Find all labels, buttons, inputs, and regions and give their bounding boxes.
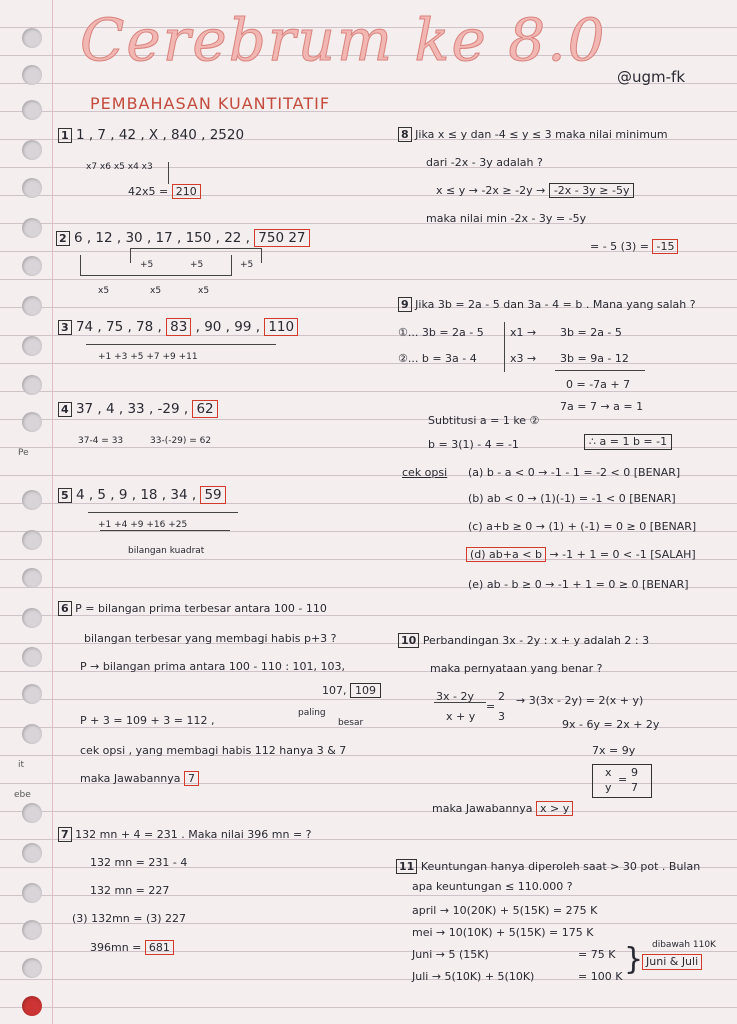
binder-hole	[22, 256, 42, 276]
work-line: 7x = 9y	[592, 744, 636, 757]
work-line: P + 3 = 109 + 3 = 112 ,	[80, 714, 215, 727]
step-labels: +1 +3 +5 +7 +9 +11	[98, 352, 198, 362]
author-handle: @ugm-fk	[617, 68, 686, 86]
fraction-bar	[434, 700, 486, 703]
option-d	[466, 548, 696, 562]
work-line: 3b = 9a - 12	[560, 352, 629, 365]
step-labels: x7 x6 x5 x4 x3	[86, 162, 153, 172]
work-line	[432, 802, 573, 816]
sequence: 6 , 12 , 30 , 17 , 150 , 22 ,	[73, 230, 250, 246]
binder-hole	[22, 803, 42, 823]
problem-9	[398, 298, 696, 312]
brace-symbol: }	[624, 942, 644, 977]
equals-sign: =	[486, 700, 496, 713]
work-line: mei → 10(10K) + 5(15K) = 175 K	[412, 926, 594, 939]
annotation: dibawah 110K	[652, 940, 716, 950]
problem-text: 132 mn + 4 = 231 . Maka nilai 396 mn = ?	[75, 828, 312, 841]
problem-5	[58, 488, 226, 503]
problem-number: 7	[58, 827, 72, 842]
problem-number: 6	[58, 601, 72, 616]
work-line: Subtitusi a = 1 ke ②	[428, 414, 540, 427]
fraction-numerator: x	[605, 766, 612, 779]
margin-note: it	[18, 760, 25, 770]
bracket	[100, 524, 230, 531]
problem-number: 8	[398, 127, 412, 142]
binder-hole	[22, 178, 42, 198]
work-line: P → bilangan prima antara 100 - 110 : 101, 103,	[80, 660, 346, 673]
option-a: (a) b - a < 0 → -1 - 1 = -2 < 0 [BENAR]	[468, 466, 681, 479]
binder-hole	[22, 336, 42, 356]
work-line: 7a = 7 → a = 1	[560, 400, 644, 413]
work-line: b = 3(1) - 4 = -1	[428, 438, 519, 451]
binder-hole	[22, 724, 42, 744]
binder-hole	[22, 684, 42, 704]
binder-hole	[22, 296, 42, 316]
highlight-box: -2x - 3y ≥ -5y	[549, 183, 635, 198]
work-line: Juli → 5(10K) + 5(10K)	[412, 970, 535, 983]
problem-3	[58, 320, 298, 335]
note: bilangan kuadrat	[128, 546, 205, 556]
work-text: maka Jawabannya	[432, 802, 533, 815]
problem-text: maka pernyataan yang benar ?	[430, 662, 603, 675]
calc-text: 37-4 = 33	[78, 436, 124, 446]
problem-number: 4	[58, 402, 72, 417]
step-label: x5	[98, 286, 110, 296]
binder-hole	[22, 608, 42, 628]
divider	[504, 322, 505, 372]
answer-box: 210	[172, 184, 201, 199]
work-line: april → 10(20K) + 5(15K) = 275 K	[412, 904, 598, 917]
step-label: x5	[198, 286, 210, 296]
work-line	[322, 684, 381, 698]
sequence: 74 , 75 , 78 ,	[75, 319, 162, 335]
problem-2	[56, 231, 310, 246]
work-line	[436, 184, 634, 198]
sequence: 4 , 5 , 9 , 18 , 34 ,	[75, 487, 197, 503]
problem-text: bilangan terbesar yang membagi habis p+3 ?	[84, 632, 337, 645]
answer-box: 59	[200, 486, 225, 504]
work-line: = 75 K	[578, 948, 616, 961]
problem-1-calc	[128, 185, 201, 199]
problem-number: 11	[396, 859, 417, 874]
fraction-denominator: y	[605, 781, 612, 794]
subtract-line	[555, 364, 645, 371]
answer-box: Juni & Juli	[642, 954, 702, 970]
problem-1	[58, 128, 244, 143]
problem-text: Keuntungan hanya diperoleh saat > 30 pot . Bulan	[420, 860, 701, 873]
step-label: +5	[140, 260, 154, 270]
equation: ①... 3b = 2a - 5	[398, 326, 484, 339]
work-text: 107,	[322, 684, 347, 697]
option-e: (e) ab - b ≥ 0 → -1 + 1 = 0 ≥ 0 [BENAR]	[468, 578, 689, 591]
page-title: Cerebrum ke 8.0	[80, 6, 607, 74]
answer-box: 62	[192, 400, 217, 418]
work-line: 0 = -7a + 7	[566, 378, 631, 391]
binder-hole	[22, 843, 42, 863]
problem-6	[58, 602, 327, 616]
problem-7	[58, 828, 312, 842]
work-line: maka nilai min -2x - 3y = -5y	[426, 212, 587, 225]
margin-note: ebe	[14, 790, 31, 800]
work-line: cek opsi , yang membagi habis 112 hanya 3 & 7	[80, 744, 347, 757]
work-line	[590, 240, 678, 254]
binder-hole	[22, 647, 42, 667]
option-text: → -1 + 1 = 0 < -1 [SALAH]	[549, 548, 696, 561]
page-subtitle: PEMBAHASAN KUANTITATIF	[90, 94, 331, 113]
work-line: 3b = 2a - 5	[560, 326, 622, 339]
fraction-denominator: 3	[498, 710, 505, 723]
binder-hole	[22, 65, 42, 85]
problem-number: 2	[56, 231, 70, 246]
answer-box: x > y	[536, 801, 573, 816]
binder-hole	[22, 140, 42, 160]
equation: ②... b = 3a - 4	[398, 352, 477, 365]
work-line: 9x - 6y = 2x + 2y	[562, 718, 660, 731]
work-text: = - 5 (3) =	[590, 240, 649, 253]
binder-hole	[22, 883, 42, 903]
binder-hole	[22, 28, 42, 48]
arrow-line	[168, 162, 169, 184]
binder-hole	[22, 920, 42, 940]
binder-hole	[22, 100, 42, 120]
answer-box: 681	[145, 940, 174, 955]
binder-hole	[22, 218, 42, 238]
result-box	[592, 764, 652, 798]
binder-hole	[22, 375, 42, 395]
step-labels: +1 +4 +9 +16 +25	[98, 520, 188, 530]
work-line: 132 mn = 231 - 4	[90, 856, 188, 869]
margin-note: Pe	[18, 448, 29, 458]
result-box: ∴ a = 1 b = -1	[584, 434, 672, 450]
answer-box: 750 27	[254, 229, 309, 247]
problem-10	[398, 634, 649, 648]
binder-hole	[22, 490, 42, 510]
step-label: +5	[190, 260, 204, 270]
problem-text: P = bilangan prima terbesar antara 100 - 110	[75, 602, 327, 615]
answer-box: (d) ab+a < b	[466, 547, 546, 562]
answer-box: 83	[166, 318, 191, 336]
work-line	[90, 941, 174, 955]
problem-text: Perbandingan 3x - 2y : x + y adalah 2 : 3	[422, 634, 650, 647]
fraction-numerator: 2	[498, 690, 505, 703]
work-line: = 100 K	[578, 970, 623, 983]
answer-box: 110	[264, 318, 298, 336]
equals-sign: =	[618, 773, 628, 786]
sequence: 37 , 4 , 33 , -29 ,	[75, 401, 189, 417]
problem-number: 5	[58, 488, 72, 503]
option-b: (b) ab < 0 → (1)(-1) = -1 < 0 [BENAR]	[468, 492, 676, 505]
work-text: x ≤ y → -2x ≥ -2y →	[436, 184, 546, 197]
fraction-numerator: 9	[631, 766, 638, 779]
problem-number: 1	[58, 128, 72, 143]
binder-hole	[22, 996, 42, 1016]
step-label: +5	[240, 260, 254, 270]
fraction-denominator: 7	[631, 781, 638, 794]
work-text: maka Jawabannya	[80, 772, 181, 785]
work-line	[80, 772, 199, 786]
problem-text: Jika x ≤ y dan -4 ≤ y ≤ 3 maka nilai minimum	[415, 128, 668, 141]
sequence: 1 , 7 , 42 , X , 840 , 2520	[75, 127, 245, 143]
problem-11	[396, 860, 700, 874]
work-line: Juni → 5 (15K)	[412, 948, 489, 961]
check-label: cek opsi	[402, 466, 448, 479]
bracket	[88, 506, 238, 513]
option-c: (c) a+b ≥ 0 → (1) + (-1) = 0 ≥ 0 [BENAR]	[468, 520, 697, 533]
annotation: paling	[298, 708, 326, 718]
work-line: 132 mn = 227	[90, 884, 170, 897]
problem-8	[398, 128, 668, 142]
fraction-numerator: 3x - 2y	[436, 690, 474, 703]
calc-text: 42x5 =	[128, 185, 169, 198]
answer-box: -15	[652, 239, 678, 254]
work-text: 396mn =	[90, 941, 142, 954]
problem-text: Jika 3b = 2a - 5 dan 3a - 4 = b . Mana yang salah ?	[415, 298, 696, 311]
problem-number: 10	[398, 633, 419, 648]
binder-hole	[22, 958, 42, 978]
binder-hole	[22, 568, 42, 588]
problem-text: dari -2x - 3y adalah ?	[426, 156, 543, 169]
sequence: , 90 , 99 ,	[195, 319, 261, 335]
step-label: x5	[150, 286, 162, 296]
problem-number: 3	[58, 320, 72, 335]
problem-4	[58, 402, 218, 417]
highlight-box: 109	[350, 683, 381, 698]
annotation: besar	[338, 718, 364, 728]
problem-text: apa keuntungan ≤ 110.000 ?	[412, 880, 573, 893]
multiplier: x3 →	[510, 352, 537, 365]
answer-box: 7	[184, 771, 199, 786]
multiplier: x1 →	[510, 326, 537, 339]
work-line: (3) 132mn = (3) 227	[72, 912, 187, 925]
problem-number: 9	[398, 297, 412, 312]
binder-hole	[22, 412, 42, 432]
margin-line	[52, 0, 53, 1024]
binder-hole	[22, 530, 42, 550]
calc-text: 33-(-29) = 62	[150, 436, 212, 446]
bracket	[86, 338, 276, 345]
work-line: → 3(3x - 2y) = 2(x + y)	[516, 694, 644, 707]
fraction-denominator: x + y	[446, 710, 476, 723]
